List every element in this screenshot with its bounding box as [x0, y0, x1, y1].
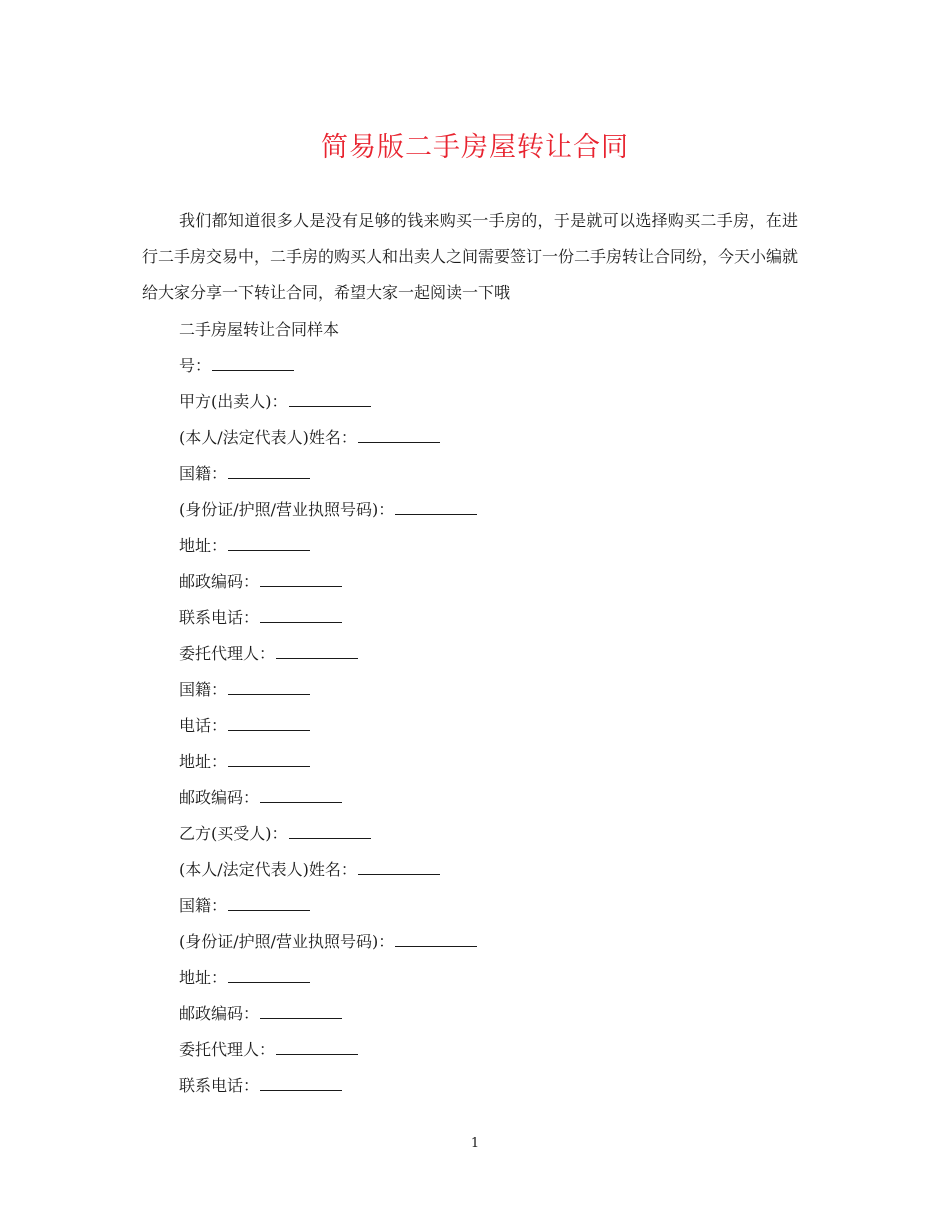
field-label: 邮政编码： [179, 1004, 260, 1023]
field-label: 地址： [179, 968, 228, 987]
fill-blank [228, 464, 310, 479]
field-label: (本人/法定代表人)姓名： [179, 860, 357, 879]
field-label: 地址： [179, 752, 228, 771]
field-row [179, 564, 799, 600]
field-label: (本人/法定代表人)姓名： [179, 428, 357, 447]
field-row [179, 780, 799, 816]
field-row [179, 456, 799, 492]
field-label: 甲方(出卖人)： [179, 392, 288, 411]
field-label: 国籍： [179, 680, 228, 699]
field-row [179, 420, 799, 456]
field-row [179, 924, 799, 960]
field-row [179, 1068, 799, 1104]
field-label: 联系电话： [179, 1076, 260, 1095]
fill-blank [228, 968, 310, 983]
field-row [179, 744, 799, 780]
field-label: 邮政编码： [179, 572, 260, 591]
fill-blank [260, 1004, 342, 1019]
field-label: 邮政编码： [179, 788, 260, 807]
fill-blank [212, 356, 294, 371]
field-label: 乙方(买受人)： [179, 824, 288, 843]
fill-blank [289, 392, 371, 407]
field-label: (身份证/护照/营业执照号码)： [179, 500, 395, 519]
field-label: 地址： [179, 536, 228, 555]
field-row [179, 636, 799, 672]
fill-blank [228, 680, 310, 695]
fill-blank [260, 608, 342, 623]
field-row [179, 996, 799, 1032]
fill-blank [358, 428, 440, 443]
field-label: 号： [179, 356, 212, 375]
field-row [179, 348, 799, 384]
field-label: 电话： [179, 716, 228, 735]
field-row [179, 852, 799, 888]
contract-field-list [179, 312, 799, 1104]
field-label: 联系电话： [179, 608, 260, 627]
page-number: 1 [470, 1136, 480, 1151]
field-label: 国籍： [179, 464, 228, 483]
fill-blank [260, 1076, 342, 1091]
field-row [179, 384, 799, 420]
field-label: 委托代理人： [179, 644, 276, 663]
field-label: 国籍： [179, 896, 228, 915]
field-row [179, 708, 799, 744]
fill-blank [260, 788, 342, 803]
fill-blank [395, 500, 477, 515]
fill-blank [358, 860, 440, 875]
section-title: 二手房屋转让合同样本 [179, 320, 340, 339]
document-title: 简易版二手房屋转让合同 [321, 132, 629, 163]
fill-blank [289, 824, 371, 839]
fill-blank [228, 752, 310, 767]
field-row [179, 600, 799, 636]
fill-blank [228, 896, 310, 911]
field-row [179, 528, 799, 564]
field-row [179, 1032, 799, 1068]
field-label: 委托代理人： [179, 1040, 276, 1059]
field-row [179, 492, 799, 528]
field-label: (身份证/护照/营业执照号码)： [179, 932, 395, 951]
fill-blank [276, 1040, 358, 1055]
field-row [179, 960, 799, 996]
field-row [179, 672, 799, 708]
field-row [179, 816, 799, 852]
fill-blank [276, 644, 358, 659]
fill-blank [228, 716, 310, 731]
intro-paragraph: 我们都知道很多人是没有足够的钱来购买一手房的，于是就可以选择购买二手房，在进行二手房交易中，二手房的购买人和出卖人之间需要签订一份二手房转让合同纷，今天小编就给大家分享一下转让合同，希望大家一起阅读一下哦 [142, 211, 799, 302]
fill-blank [395, 932, 477, 947]
fill-blank [260, 572, 342, 587]
fill-blank [228, 536, 310, 551]
field-row [179, 888, 799, 924]
